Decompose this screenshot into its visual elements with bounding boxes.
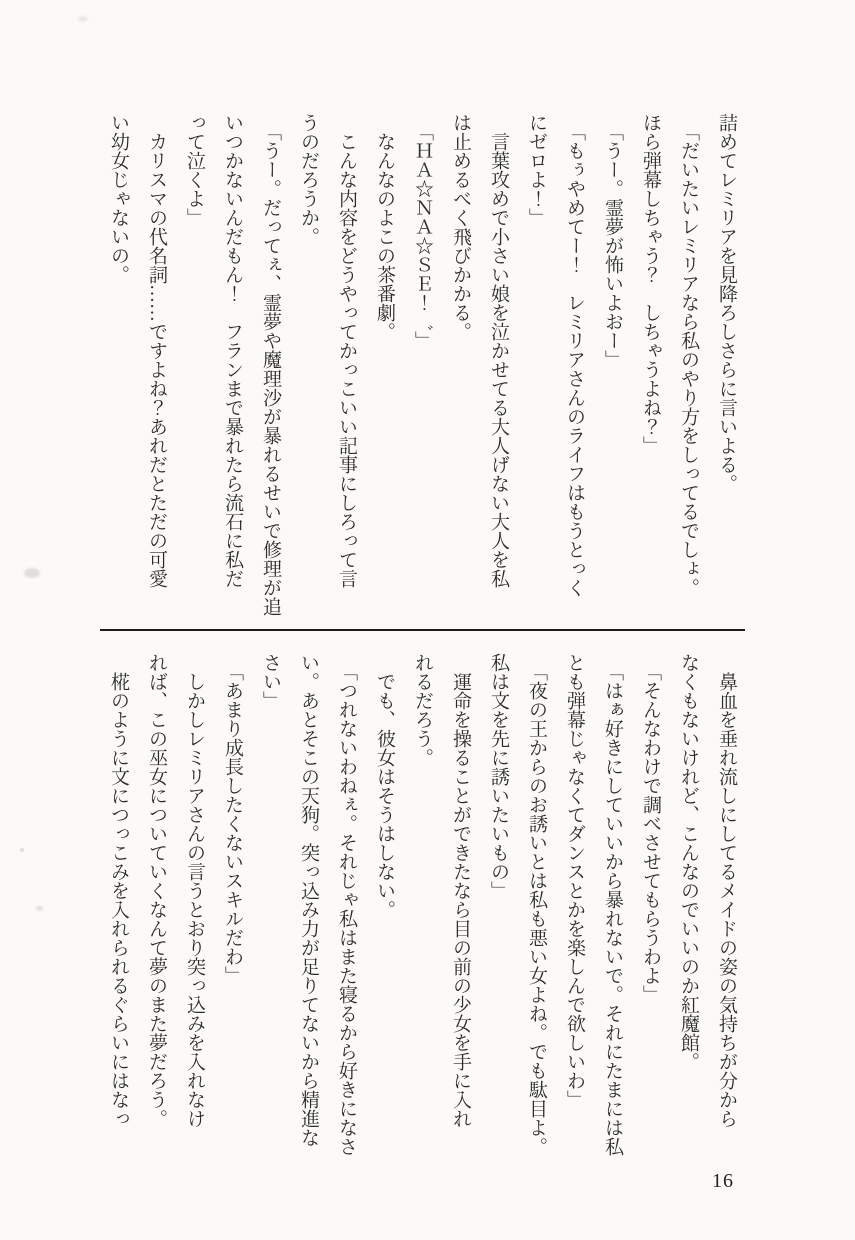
- text-column: ほら弾幕しちゃう？ しちゃうよね？」: [640, 113, 661, 455]
- text-column: 詰めてレミリアを見降ろしさらに言いよる。: [716, 113, 737, 493]
- print-speckle: [36, 906, 43, 911]
- text-column: 鼻血を垂れ流しにしてるメイドの姿の気持ちが分から: [716, 672, 737, 1128]
- text-column: れるだろう。: [412, 653, 433, 767]
- text-column: 「夜の王からのお誘いとは私も悪い女よね。でも駄目よ。: [526, 662, 547, 1156]
- print-speckle: [24, 568, 40, 578]
- text-column: れば、この巫女についていくなんて夢のまた夢だろう。: [146, 653, 167, 1128]
- text-column: 「だいたいレミリアなら私のやり方をしってるでしょ。: [678, 122, 699, 597]
- text-column: とも弾幕じゃなくてダンスとかを楽しんで欲しいわ」: [564, 653, 585, 1109]
- text-column: カリスマの代名詞……ですよね？あれだとただの可愛: [146, 132, 167, 588]
- text-column: にゼロよ！」: [526, 113, 547, 227]
- text-column: 私は文を先に誘いたいもの」: [488, 653, 509, 900]
- text-column: って泣くよ」: [184, 113, 205, 227]
- text-column: い幼女じゃないの。: [108, 113, 129, 284]
- text-column: なくもないけれど、こんなのでいいのか紅魔館。: [678, 653, 699, 1071]
- text-column: 「もぅやめてー！ レミリアさんのライフはもうとっく: [564, 122, 585, 597]
- text-column: 言葉攻めで小さい娘を泣かせてる大人げない大人を私: [488, 132, 509, 588]
- text-column: でも、彼女はそうはしない。: [374, 672, 395, 919]
- text-column: 「ＨＡ☆ＮＡ☆ＳＥ！゛」: [412, 122, 433, 350]
- text-section-bottom: [97, 653, 745, 1165]
- text-column: 「そんなわけで調べさせてもらうわよ」: [640, 662, 661, 1004]
- text-column: こんな内容をどうやってかっこいい記事にしろって言: [336, 132, 357, 588]
- page-number: 16: [712, 1170, 734, 1192]
- text-column: さい」: [260, 653, 281, 710]
- text-column: しかしレミリアさんの言うとおり突っ込みを入れなけ: [184, 672, 205, 1128]
- text-column: 「つれないわねぇ。それじゃ私はまた寝るから好きになさ: [336, 662, 357, 1156]
- text-column: 「うー。だってぇ、霊夢や魔理沙が暴れるせいで修理が追: [260, 122, 281, 616]
- text-column: うのだろうか。: [298, 113, 319, 246]
- text-column: 「はぁ好きにしていいから暴れないで。それにたまには私: [602, 662, 623, 1156]
- text-column: いつかないんだもん！ フランまで暴れたら流石に私だ: [222, 113, 243, 588]
- print-speckle: [78, 16, 88, 22]
- text-column: 運命を操ることができたなら目の前の少女を手に入れ: [450, 672, 471, 1128]
- text-column: なんなのよこの茶番劇。: [374, 132, 395, 341]
- text-column: 「うー。霊夢が怖いよおー」: [602, 122, 623, 369]
- print-speckle: [20, 848, 24, 852]
- text-section-top: [97, 113, 745, 625]
- text-column: 「あまり成長したくないスキルだわ」: [222, 662, 243, 985]
- text-column: 椛のように文につっこみを入れられるぐらいにはなっ: [108, 672, 129, 1128]
- section-divider: [100, 629, 745, 631]
- text-column: い。あとそこの天狗。突っ込み力が足りてないから精進な: [298, 653, 319, 1147]
- text-column: は止めるべく飛びかかる。: [450, 113, 471, 341]
